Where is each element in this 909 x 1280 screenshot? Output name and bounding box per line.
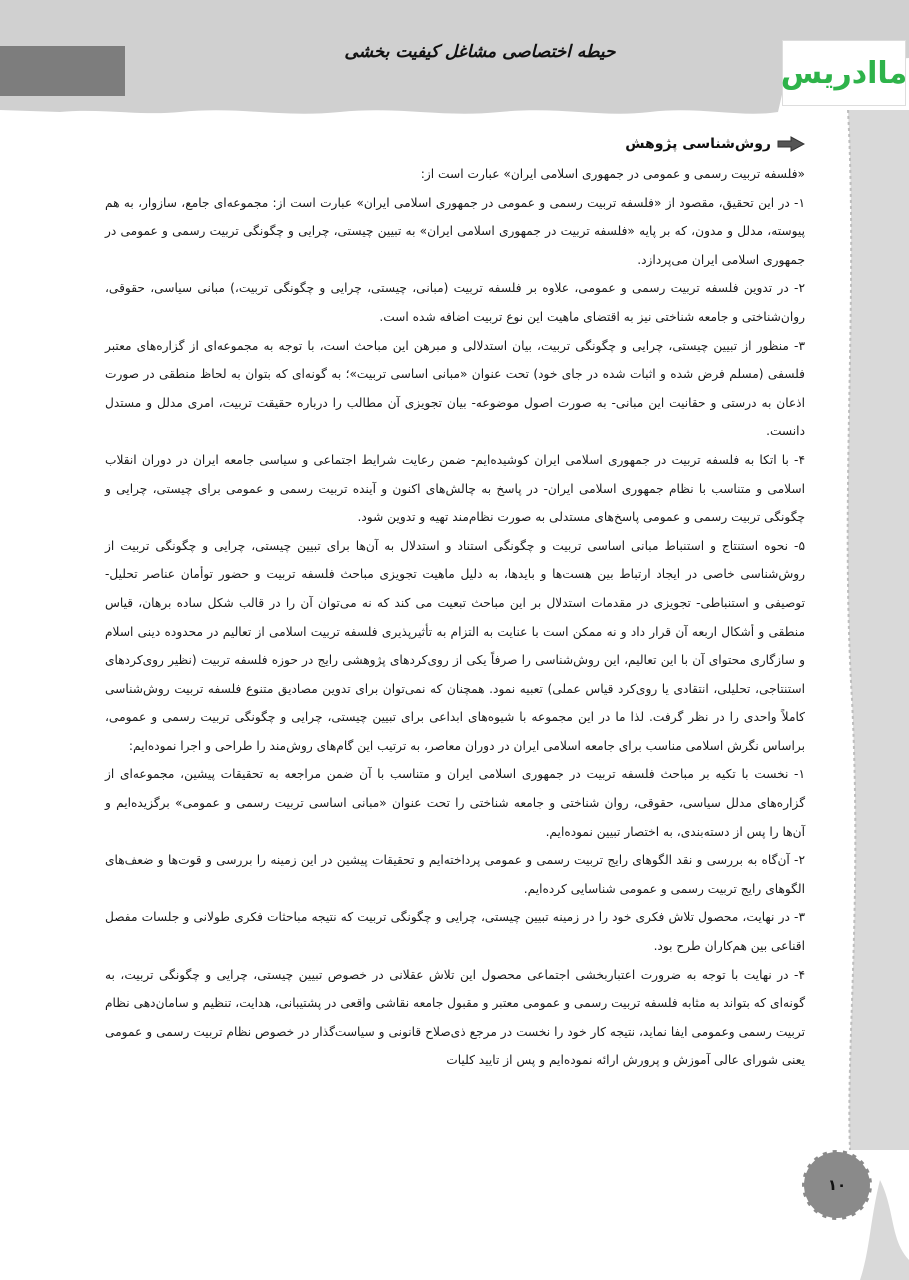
header-dark-block [0,46,125,96]
paragraph: ۵- نحوه استنتاج و استنباط مبانی اساسی تربیت و چگونگی استناد و استدلال به آن‌ها برای تبیین چیستی، چرایی و چگونگی تربیت از روش‌شناسی خاصی در ایجاد ارتباط بین هست‌ها و بایدها، به دلیل ماهیت تجویزی مباحث فلسفه تربیت و حضور توأمان عناصر تحلیل- توصیفی و استنباطی- تجویزی در مقدمات استدلال بر این مباحث تبعیت می کند که نه می‌توان آن را در قالب شکل ساده برهان، قیاس منطقی و أشکال اربعه آن قرار داد و نه ممکن است با عنایت به التزام به تأثیرپذیری فلسفه تربیت اسلامی از تعالیم در محدوده دینی اسلام و سازگاری محتوای آن با این تعالیم، این روش‌شناسی را صرفاً یکی از روی‌کردهای پژوهشی رایج در حوزه فلسفه تربیت (نظیر روی‌کردهای استنتاجی، تحلیلی، انتقادی یا روی‌کرد قیاس عملی) تعبیه نمود. همچنان که نمی‌توان برای تدوین مصادیق متنوع فلسفه تربیت روش‌شناسی کاملاً واحدی را در نظر گرفت. لذا ما در این مجموعه با شیوه‌های ابداعی برای تبیین چیستی، چرایی و چگونگی تربیت رسمی و عمومی، براساس نگرش اسلامی مناسب برای جامعه اسلامی ایران در دوران معاصر، به ترتیب این گام‌های روش‌مند را طراحی و اجرا نموده‌ایم: [105,538,805,753]
paragraph: ۱- در این تحقیق، مقصود از «فلسفه تربیت رسمی و عمومی در جمهوری اسلامی ایران» عبارت است از: مجموعه‌ای جامع، سازوار، به هم پیوسته، مدلل و مدون، که بر پایه «فلسفه تربیت در جمهوری اسلامی ایران» به تبیین چیستی، چرایی و چگونگی تربیت رسمی و عمومی در جمهوری اسلامی ایران می‌پردازد. [105,195,805,267]
paragraph: ۲- در تدوین فلسفه تربیت رسمی و عمومی، علاوه بر فلسفه تربیت (مبانی، چیستی، چرایی و چگونگی تربیت،) مبانی سیاسی، حقوقی، روان‌شناختی و جامعه شناختی نیز به اقتضای ماهیت این نوع تربیت اضافه شده است. [105,281,805,324]
arrow-right-icon [777,136,805,152]
paragraph: ۳- در نهایت، محصول تلاش فکری خود را در زمینه تبیین چیستی، چرایی و چگونگی تربیت که نتیجه مباحثات فکری طولانی و جلسات مفصل اقناعی بین هم‌کاران طرح بود. [105,910,805,954]
section-title: روش‌شناسی پژوهش [625,136,771,152]
logo [782,40,906,106]
page-number-badge [802,1150,872,1220]
paragraph: ۱- نخست با تکیه بر مباحث فلسفه تربیت در جمهوری اسلامی ایران و متناسب با آن ضمن مراجعه به تحقیقات پیشین، مجموعه‌ای از گزاره‌های مدلل سیاسی، حقوقی، روان شناختی و جامعه شناختی را تحت عنوان «مبانی اساسی تربیت رسمی و عمومی» برگزیده‌ایم و آن‌ها را پس از دسته‌بندی، به اختصار تبیین نموده‌ایم. [105,767,805,839]
logo-text: ماادریس [780,55,908,91]
paragraph: ۴- در نهایت با توجه به ضرورت اعتباربخشی اجتماعی محصول این تلاش عقلانی در خصوص تبیین چیستی، چرایی و چگونگی تربیت، به گونه‌ای که بتواند به مثابه فلسفه تربیت رسمی و عمومی معتبر و مقبول جامعه نقاشی واقعی در پشتیبانی، هدایت، تنظیم و سامان‌دهی نظام تربیت رسمی وعمومی ایفا نماید، نتیجه کار خود را نخست در مرجع ذی‌صلاح قانونی و سیاست‌گذار در خصوص نظام تربیت رسمی و عمومی یعنی شورای عالی آموزش و پرورش ارائه نموده‌ایم و پس از تایید کلیات [105,967,805,1068]
paragraph: ۲- آن‌گاه به بررسی و نقد الگوهای رایج تربیت رسمی و عمومی پرداخته‌ایم و تحقیقات پیشین در این زمینه را بررسی و قوت‌ها و ضعف‌های الگوهای رایج تربیت رسمی و عمومی شناسایی کرده‌ایم. [105,853,805,896]
main-content [105,128,805,1075]
paragraph: ۳- منظور از تبیین چیستی، چرایی و چگونگی تربیت، بیان استدلالی و مبرهن این مباحث است، با توجه به مجموعه‌ای از گزاره‌های معتبر فلسفی (مسلم فرض شده و اثبات شده در جای خود) تحت عنوان «مبانی اساسی تربیت»؛ به گونه‌ای که بتوان به لحاظ منطقی در صورت اذعان به درستی و حقانیت این مبانی- به صورت اصول موضوعه- بیان تجویزی آن مطالب را درباره حقیقت تربیت، امری مدلل و مستدل دانست. [105,338,805,439]
page-number: ۱۰ [827,1176,847,1194]
section-heading [105,128,805,160]
paragraph: «فلسفه تربیت رسمی و عمومی در جمهوری اسلامی ایران» عبارت است از: [420,167,805,181]
header-title: حیطه اختصاصی مشاغل کیفیت بخشی [344,42,616,62]
paragraph: ۴- با اتکا به فلسفه تربیت در جمهوری اسلامی ایران کوشیده‌ایم- ضمن رعایت شرایط اجتماعی و سیاسی جامعه ایران در دوران انقلاب اسلامی و متناسب با نظام جمهوری اسلامی ایران- در پاسخ به چالش‌های اکنون و آینده تربیت رسمی و عمومی برای چیستی، چرایی و چگونگی تربیت رسمی و عمومی پاسخ‌های مستدلی به صورت نظام‌مند تهیه و تدوین شود. [105,452,805,525]
